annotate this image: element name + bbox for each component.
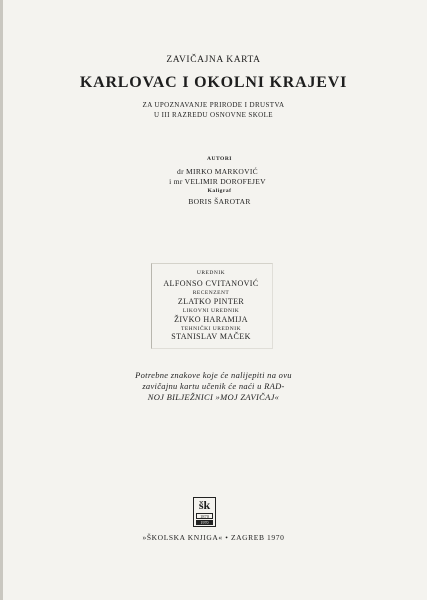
page-title: KARLOVAC I OKOLNI KRAJEVI <box>79 74 348 91</box>
note-line-3: NOJ BILJEŽNICI »MOJ ZAVIČAJ« <box>147 392 280 402</box>
editor-label: UREDNIK <box>196 270 226 276</box>
map-kicker: ZAVIČAJNA KARTA <box>166 55 261 65</box>
publisher-logo-mark: šk <box>198 498 211 512</box>
calligrapher-label: Kaligraf <box>207 188 232 194</box>
art-editor-name: ŽIVKO HARAMIJA <box>174 315 248 324</box>
note-line-1: Potrebne znakove koje će nalijepiti na ovu <box>135 370 292 380</box>
author-2: i mr VELIMIR DOROFEJEV <box>169 177 266 186</box>
subtitle-line-2: U III RAZREDU OSNOVNE SKOLE <box>154 111 273 119</box>
authors-label: AUTORI <box>207 156 232 162</box>
tech-editor-name: STANISLAV MAČEK <box>171 332 251 341</box>
publisher-imprint: »ŠKOLSKA KNJIGA« • ZAGREB 1970 <box>142 533 285 542</box>
publisher-logo-year-2: 1970 <box>196 520 213 525</box>
publisher-logo <box>193 497 216 527</box>
reviewer-label: RECENZENT <box>192 290 230 296</box>
art-editor-label: LIKOVNI UREDNIK <box>182 308 240 314</box>
tech-editor-label: TEHNIČKI UREDNIK <box>180 326 242 332</box>
calligrapher-name: BORIS ŠAROTAR <box>188 197 251 206</box>
editor-name: ALFONSO CVITANOVIĆ <box>163 279 259 288</box>
subtitle-line-1: ZA UPOZNAVANJE PRIRODE I DRUSTVA <box>142 101 285 109</box>
note-line-2: zavičajnu kartu učenik će naći u RAD- <box>142 381 285 391</box>
publisher-logo-year-1: 1870 <box>196 513 213 519</box>
reviewer-name: ZLATKO PINTER <box>177 297 245 306</box>
author-1: dr MIRKO MARKOVIĆ <box>177 167 258 176</box>
